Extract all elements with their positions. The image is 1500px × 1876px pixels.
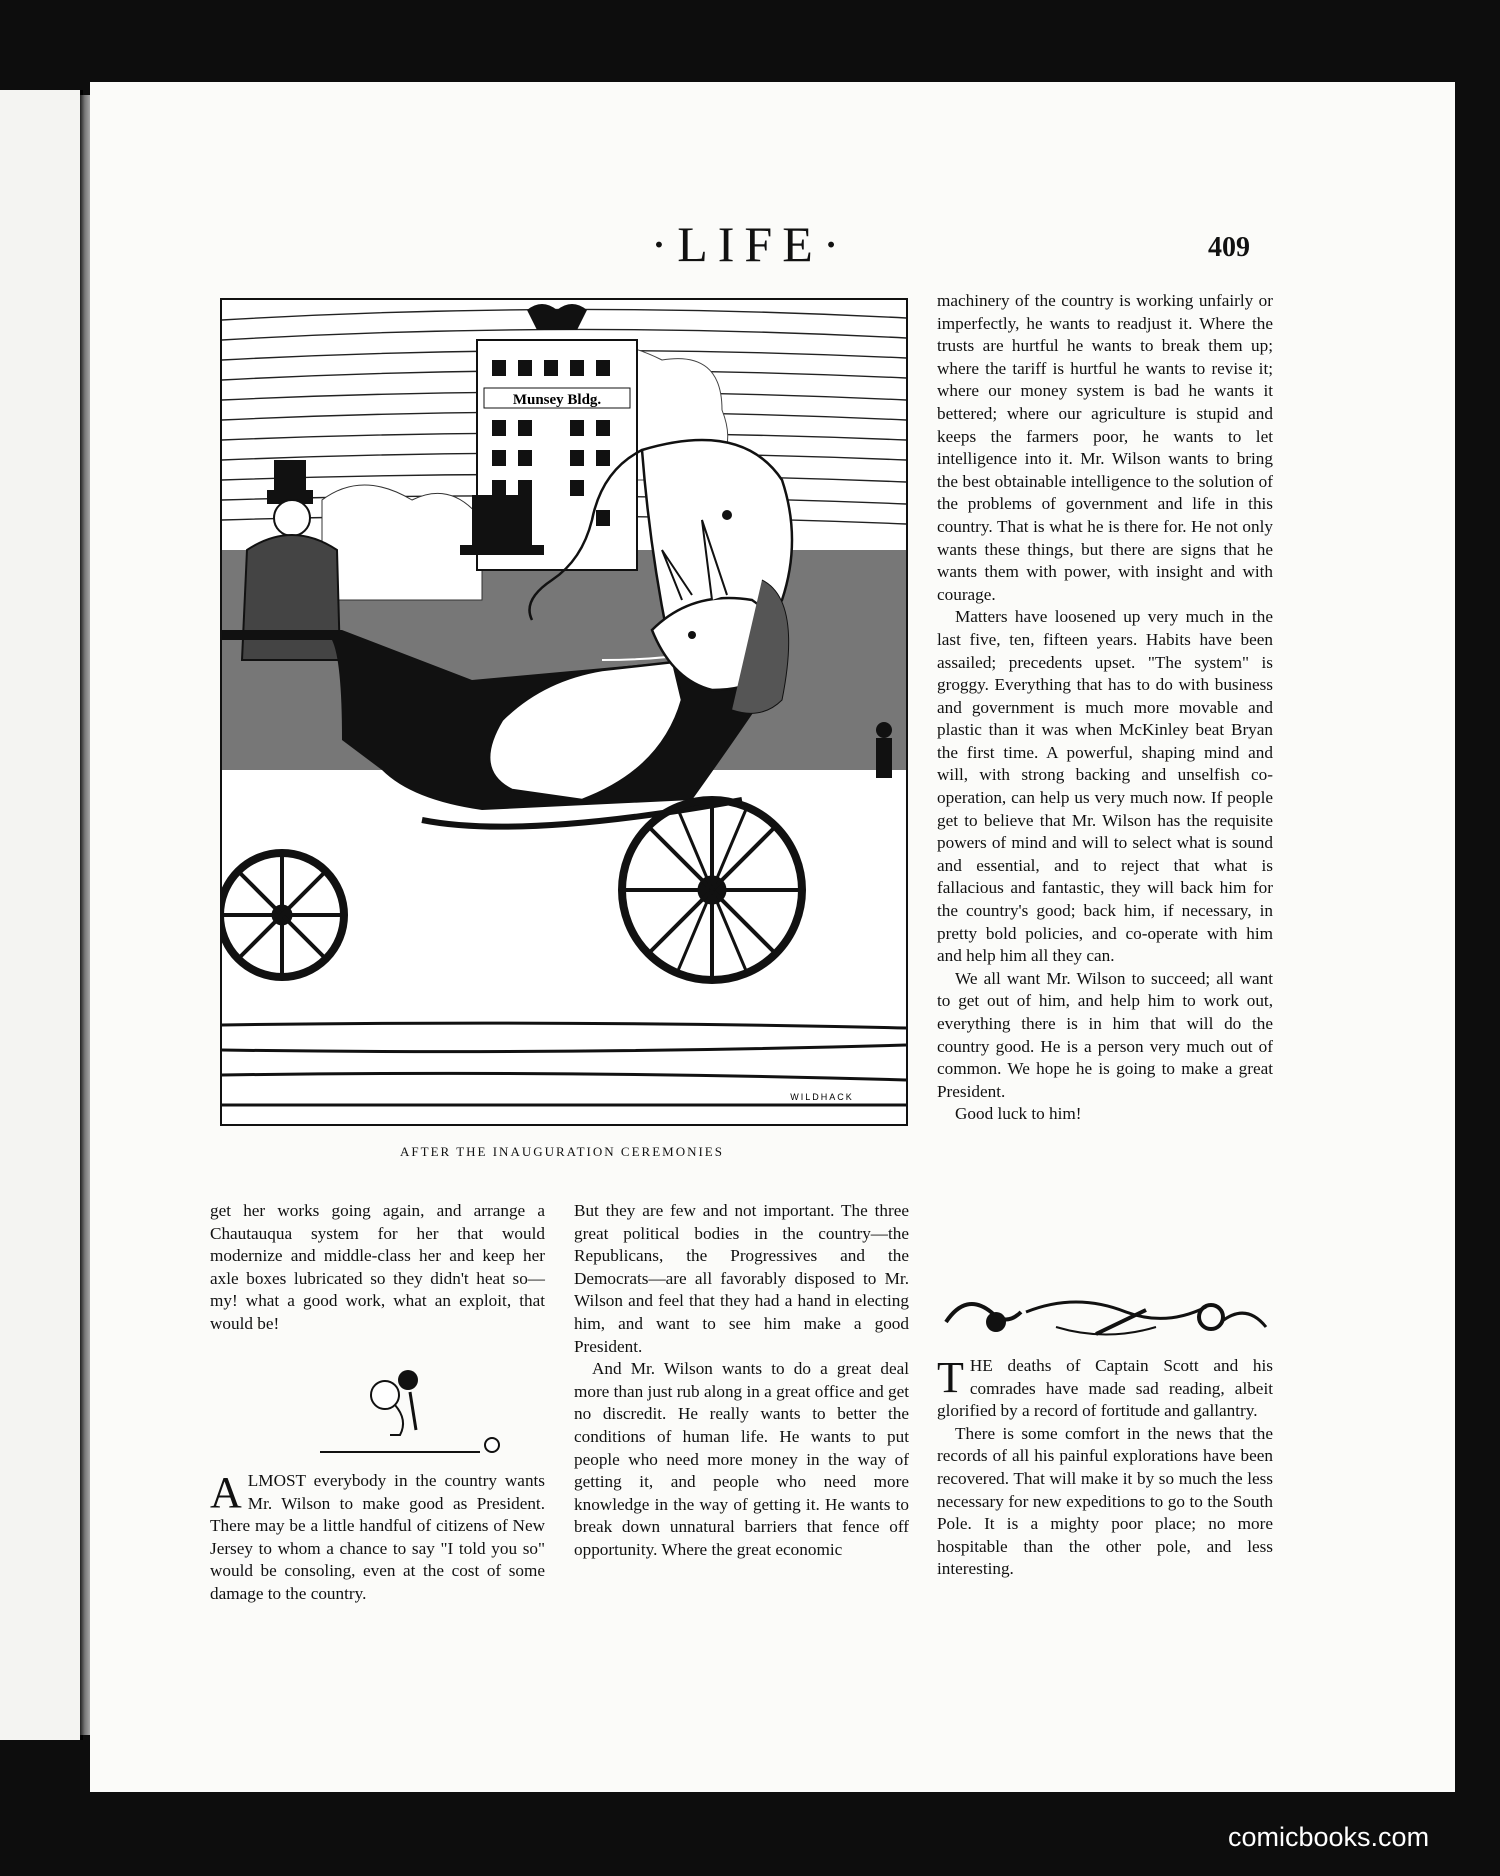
watermark: comicbooks.com — [1228, 1822, 1430, 1852]
column-one-top — [210, 1200, 545, 1336]
building-sign: Munsey Bldg. — [512, 392, 602, 408]
ornament-divider — [936, 1282, 1274, 1346]
cloud-left — [322, 485, 482, 600]
wilson-paragraph — [210, 1470, 545, 1606]
dog-boy-vignette — [300, 1360, 520, 1460]
column-two — [574, 1200, 909, 1562]
paragraph: We all want Mr. Wilson to succeed; all want to get out of him, and help him to work out, everything there is in him that will do the country good. He is a person very much out of common. We hope he is going to make a great President. — [937, 968, 1273, 1101]
cartoon-caption: AFTER THE INAUGURATION CEREMONIES — [400, 1144, 724, 1159]
drop-cap: A — [210, 1468, 242, 1517]
column-three-top — [937, 290, 1273, 1126]
cartoon-drawing — [222, 300, 906, 1124]
paragraph-text: LMOST everybody in the country wants Mr. Wilson to make good as President. There may be a little handful of citizens of New Jersey to whom a chance to say "I told you so" would be consoling, even at the cost of some damage to the country. — [210, 1471, 545, 1603]
column-three-bottom — [937, 1355, 1273, 1581]
masthead-title: ·LIFE· — [650, 216, 850, 272]
paragraph: But they are few and not important. The three great political bodies in the country—the Republicans, the Progressives and the Democrats—are all favorably disposed to Mr. Wilson and feel that they had a hand in electing him, and want to see him make a good President. — [574, 1201, 909, 1356]
artist-signature: WILDHACK — [790, 1092, 854, 1102]
paragraph: And Mr. Wilson wants to do a great deal more than just rub along in a great office and get no discredit. He really wants to better the conditions of human life. He wants to put people who need more money in the way of getting it, and people who need more knowledge in the way of getting it. He wants to break down unnatural barriers that fence off opportunity. Where the great economic — [574, 1359, 909, 1559]
front-wheel — [222, 853, 344, 977]
paragraph-text: HE deaths of Captain Scott and his comrades have made sad reading, albeit glorified by a record of fortitude and gallantry. — [937, 1356, 1273, 1421]
scott-paragraph — [937, 1355, 1273, 1423]
column-one-bottom — [210, 1470, 545, 1606]
cartoon-illustration — [220, 298, 908, 1126]
paragraph: machinery of the country is working unfairly or imperfectly, he wants to readjust it. Where the trusts are hurtful he wants to break them up; where the tariff is hurtful he wants to revise it; where our money system is bad he wants it bettered; where our agriculture is stupid and keeps the farmers poor, he wants to let intelligence into it. Mr. Wilson wants to bring the best obtainable intelligence to the solution of the problems of government and life in this country. That is what he is there for. He not only wants these things, but there are signs that he wants them with power, with insight and with courage. — [937, 291, 1273, 604]
paragraph: There is some comfort in the news that the records of all his painful explorations have been recovered. That will make it by so much the less necessary for new expeditions to go to the South Pole. It is a mighty poor place; no more hospitable than the other pole, and less interesting. — [937, 1423, 1273, 1579]
paragraph: Good luck to him! — [955, 1104, 1082, 1124]
facing-page-edge — [0, 90, 83, 1740]
paragraph: get her works going again, and arrange a Chautauqua system for her that would modernize and middle-class her and keep her axle boxes lubricated so they didn't heat so—my! what a good work, what an exploit, that would be! — [210, 1201, 545, 1333]
drop-cap: T — [937, 1353, 964, 1402]
rear-wheel — [622, 800, 802, 980]
paragraph: Matters have loosened up very much in the last five, ten, fifteen years. Habits have been assailed; precedents upset. "The system" is groggy. Everything that has to do with business and government is much more movable and plastic than it was when McKinley beat Bryan the first time. A powerful, shaping mind and will, with strong backing and unselfish co-operation, can help us very much now. If people get to believe that Mr. Wilson has the requisite powers of mind and will to select what is sound and essential, and to reject that what is fallacious and fantastic, they will back him for the country's good; back him, if necessary, in pretty bold policies, and co-operate with him and help him all they can. — [937, 607, 1273, 966]
page-number: 409 — [1208, 232, 1250, 263]
